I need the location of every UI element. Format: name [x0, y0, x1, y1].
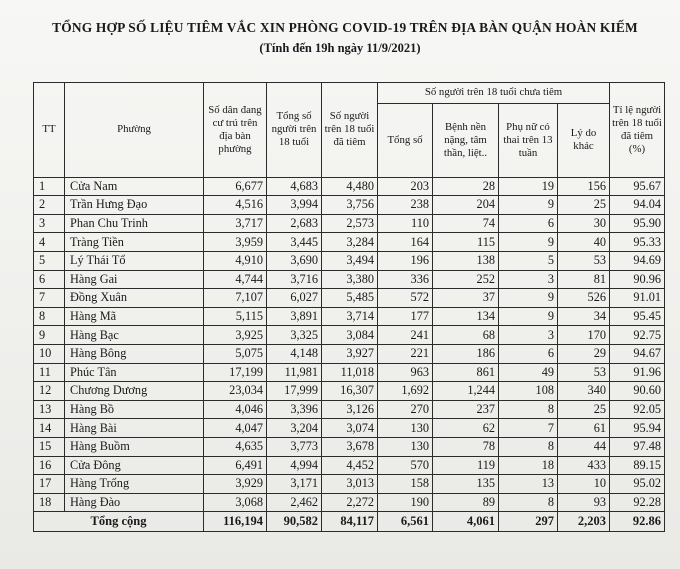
row-rate: 94.04 — [610, 196, 665, 215]
row-ward: Hàng Bông — [65, 344, 204, 363]
row-pregnant: 8 — [499, 437, 558, 456]
row-over18: 3,716 — [267, 270, 322, 289]
row-disease: 74 — [433, 214, 499, 233]
row-pregnant: 49 — [499, 363, 558, 382]
row-pregnant: 8 — [499, 400, 558, 419]
row-vaccinated: 3,927 — [322, 344, 378, 363]
row-ward: Cửa Nam — [65, 177, 204, 196]
row-vaccinated: 11,018 — [322, 363, 378, 382]
row-pregnant: 6 — [499, 344, 558, 363]
row-tt: 11 — [34, 363, 65, 382]
row-disease: 861 — [433, 363, 499, 382]
row-population: 4,910 — [204, 251, 267, 270]
row-population: 4,047 — [204, 419, 267, 438]
row-over18: 3,891 — [267, 307, 322, 326]
row-vaccinated: 4,480 — [322, 177, 378, 196]
row-other: 156 — [558, 177, 610, 196]
row-other: 53 — [558, 251, 610, 270]
row-pregnant: 9 — [499, 289, 558, 308]
table-row — [34, 251, 665, 270]
row-tt: 9 — [34, 326, 65, 345]
row-tt: 18 — [34, 493, 65, 512]
row-pregnant: 6 — [499, 214, 558, 233]
row-over18: 3,204 — [267, 419, 322, 438]
table-row — [34, 233, 665, 252]
row-ward: Lý Thái Tổ — [65, 251, 204, 270]
table-row — [34, 363, 665, 382]
row-disease: 252 — [433, 270, 499, 289]
row-disease: 68 — [433, 326, 499, 345]
total-label: Tổng cộng — [34, 512, 204, 532]
row-rate: 92.28 — [610, 493, 665, 512]
row-disease: 37 — [433, 289, 499, 308]
row-over18: 17,999 — [267, 382, 322, 401]
row-rate: 97.48 — [610, 437, 665, 456]
row-population: 7,107 — [204, 289, 267, 308]
total-vaccinated: 84,117 — [322, 512, 378, 532]
row-unvaccinated: 336 — [378, 270, 433, 289]
row-population: 3,068 — [204, 493, 267, 512]
row-tt: 15 — [34, 437, 65, 456]
row-unvaccinated: 221 — [378, 344, 433, 363]
row-disease: 28 — [433, 177, 499, 196]
row-unvaccinated: 158 — [378, 475, 433, 494]
row-pregnant: 18 — [499, 456, 558, 475]
row-population: 3,717 — [204, 214, 267, 233]
row-vaccinated: 3,126 — [322, 400, 378, 419]
row-pregnant: 7 — [499, 419, 558, 438]
row-other: 170 — [558, 326, 610, 345]
row-unvaccinated: 110 — [378, 214, 433, 233]
header-disease: Bệnh nền nặng, tâm thần, liệt.. — [433, 103, 499, 177]
row-other: 433 — [558, 456, 610, 475]
row-rate: 90.60 — [610, 382, 665, 401]
row-other: 526 — [558, 289, 610, 308]
row-ward: Hàng Gai — [65, 270, 204, 289]
header-unvaccinated-total: Tổng số — [378, 103, 433, 177]
row-disease: 119 — [433, 456, 499, 475]
row-over18: 3,690 — [267, 251, 322, 270]
row-population: 4,744 — [204, 270, 267, 289]
row-rate: 91.01 — [610, 289, 665, 308]
row-vaccinated: 3,714 — [322, 307, 378, 326]
row-population: 5,075 — [204, 344, 267, 363]
row-population: 3,929 — [204, 475, 267, 494]
row-unvaccinated: 1,692 — [378, 382, 433, 401]
row-unvaccinated: 241 — [378, 326, 433, 345]
table-row — [34, 214, 665, 233]
table-row — [34, 326, 665, 345]
row-rate: 94.69 — [610, 251, 665, 270]
row-rate: 95.02 — [610, 475, 665, 494]
row-population: 6,491 — [204, 456, 267, 475]
row-over18: 3,171 — [267, 475, 322, 494]
row-rate: 95.94 — [610, 419, 665, 438]
row-pregnant: 3 — [499, 326, 558, 345]
row-disease: 138 — [433, 251, 499, 270]
row-pregnant: 5 — [499, 251, 558, 270]
row-ward: Hàng Bồ — [65, 400, 204, 419]
row-vaccinated: 3,494 — [322, 251, 378, 270]
row-rate: 95.90 — [610, 214, 665, 233]
row-other: 29 — [558, 344, 610, 363]
total-row — [34, 512, 665, 532]
header-over18: Tổng số người trên 18 tuổi — [267, 83, 322, 178]
row-over18: 3,325 — [267, 326, 322, 345]
row-tt: 14 — [34, 419, 65, 438]
row-other: 34 — [558, 307, 610, 326]
vaccination-table — [33, 82, 665, 532]
row-over18: 6,027 — [267, 289, 322, 308]
table-row — [34, 437, 665, 456]
header-ward: Phường — [65, 83, 204, 178]
row-unvaccinated: 572 — [378, 289, 433, 308]
row-over18: 3,396 — [267, 400, 322, 419]
row-unvaccinated: 238 — [378, 196, 433, 215]
row-pregnant: 19 — [499, 177, 558, 196]
row-tt: 6 — [34, 270, 65, 289]
row-pregnant: 9 — [499, 196, 558, 215]
row-other: 61 — [558, 419, 610, 438]
row-disease: 1,244 — [433, 382, 499, 401]
row-vaccinated: 2,573 — [322, 214, 378, 233]
table-row — [34, 289, 665, 308]
row-other: 30 — [558, 214, 610, 233]
row-disease: 237 — [433, 400, 499, 419]
row-ward: Hàng Bài — [65, 419, 204, 438]
row-tt: 1 — [34, 177, 65, 196]
row-tt: 10 — [34, 344, 65, 363]
row-rate: 91.96 — [610, 363, 665, 382]
row-unvaccinated: 130 — [378, 437, 433, 456]
document-subtitle: (Tính đến 19h ngày 11/9/2021) — [259, 41, 421, 55]
row-over18: 2,683 — [267, 214, 322, 233]
row-tt: 5 — [34, 251, 65, 270]
row-vaccinated: 16,307 — [322, 382, 378, 401]
row-ward: Tràng Tiền — [65, 233, 204, 252]
total-population: 116,194 — [204, 512, 267, 532]
row-unvaccinated: 190 — [378, 493, 433, 512]
row-unvaccinated: 196 — [378, 251, 433, 270]
table-row — [34, 382, 665, 401]
row-tt: 12 — [34, 382, 65, 401]
row-tt: 16 — [34, 456, 65, 475]
row-disease: 115 — [433, 233, 499, 252]
total-disease: 4,061 — [433, 512, 499, 532]
row-over18: 4,148 — [267, 344, 322, 363]
row-unvaccinated: 270 — [378, 400, 433, 419]
table-row — [34, 307, 665, 326]
row-pregnant: 8 — [499, 493, 558, 512]
row-pregnant: 9 — [499, 307, 558, 326]
row-rate: 95.33 — [610, 233, 665, 252]
row-population: 4,516 — [204, 196, 267, 215]
row-rate: 90.96 — [610, 270, 665, 289]
header-pregnant: Phụ nữ có thai trên 13 tuần — [499, 103, 558, 177]
row-tt: 13 — [34, 400, 65, 419]
row-other: 53 — [558, 363, 610, 382]
total-unvaccinated: 6,561 — [378, 512, 433, 532]
row-tt: 8 — [34, 307, 65, 326]
row-population: 6,677 — [204, 177, 267, 196]
header-population: Số dân đang cư trú trên địa bàn phường — [204, 83, 267, 178]
header-other-reason: Lý do khác — [558, 103, 610, 177]
table-row — [34, 196, 665, 215]
row-other: 25 — [558, 400, 610, 419]
row-vaccinated: 3,380 — [322, 270, 378, 289]
header-vaccinated: Số người trên 18 tuổi đã tiêm — [322, 83, 378, 178]
row-unvaccinated: 963 — [378, 363, 433, 382]
row-unvaccinated: 177 — [378, 307, 433, 326]
row-rate: 89.15 — [610, 456, 665, 475]
row-vaccinated: 3,074 — [322, 419, 378, 438]
document-title: TỔNG HỢP SỐ LIỆU TIÊM VẮC XIN PHÒNG COVID-19 TRÊN ĐỊA BÀN QUẬN HOÀN KIẾM — [52, 20, 638, 35]
row-tt: 7 — [34, 289, 65, 308]
table-row — [34, 475, 665, 494]
table-row — [34, 177, 665, 196]
row-ward: Đồng Xuân — [65, 289, 204, 308]
row-unvaccinated: 570 — [378, 456, 433, 475]
table-row — [34, 456, 665, 475]
table-body — [34, 177, 665, 512]
row-other: 93 — [558, 493, 610, 512]
row-ward: Phúc Tân — [65, 363, 204, 382]
row-pregnant: 9 — [499, 233, 558, 252]
row-disease: 62 — [433, 419, 499, 438]
row-over18: 3,773 — [267, 437, 322, 456]
row-vaccinated: 4,452 — [322, 456, 378, 475]
row-other: 25 — [558, 196, 610, 215]
total-over18: 90,582 — [267, 512, 322, 532]
row-pregnant: 3 — [499, 270, 558, 289]
table-row — [34, 493, 665, 512]
row-pregnant: 108 — [499, 382, 558, 401]
table-row — [34, 344, 665, 363]
row-ward: Cửa Đông — [65, 456, 204, 475]
row-other: 10 — [558, 475, 610, 494]
row-rate: 95.67 — [610, 177, 665, 196]
row-other: 44 — [558, 437, 610, 456]
row-other: 81 — [558, 270, 610, 289]
row-population: 5,115 — [204, 307, 267, 326]
total-pregnant: 297 — [499, 512, 558, 532]
row-tt: 2 — [34, 196, 65, 215]
row-vaccinated: 2,272 — [322, 493, 378, 512]
total-other: 2,203 — [558, 512, 610, 532]
row-disease: 78 — [433, 437, 499, 456]
row-rate: 92.05 — [610, 400, 665, 419]
row-vaccinated: 3,084 — [322, 326, 378, 345]
row-ward: Hàng Đào — [65, 493, 204, 512]
row-population: 17,199 — [204, 363, 267, 382]
row-vaccinated: 3,013 — [322, 475, 378, 494]
row-rate: 94.67 — [610, 344, 665, 363]
row-vaccinated: 3,284 — [322, 233, 378, 252]
row-ward: Chương Dương — [65, 382, 204, 401]
row-other: 40 — [558, 233, 610, 252]
row-over18: 4,683 — [267, 177, 322, 196]
row-unvaccinated: 130 — [378, 419, 433, 438]
row-ward: Hàng Bạc — [65, 326, 204, 345]
row-tt: 4 — [34, 233, 65, 252]
row-population: 4,635 — [204, 437, 267, 456]
row-population: 3,925 — [204, 326, 267, 345]
table-row — [34, 400, 665, 419]
row-tt: 3 — [34, 214, 65, 233]
row-over18: 2,462 — [267, 493, 322, 512]
row-population: 3,959 — [204, 233, 267, 252]
header-tt: TT — [34, 83, 65, 178]
table-row — [34, 419, 665, 438]
row-other: 340 — [558, 382, 610, 401]
row-vaccinated: 3,756 — [322, 196, 378, 215]
row-disease: 186 — [433, 344, 499, 363]
table-row — [34, 270, 665, 289]
row-disease: 135 — [433, 475, 499, 494]
row-vaccinated: 5,485 — [322, 289, 378, 308]
row-pregnant: 13 — [499, 475, 558, 494]
row-disease: 134 — [433, 307, 499, 326]
header-rate: Tỉ lệ người trên 18 tuổi đã tiêm (%) — [610, 83, 665, 178]
header-unvaccinated-group: Số người trên 18 tuổi chưa tiêm — [378, 83, 610, 104]
row-over18: 11,981 — [267, 363, 322, 382]
row-population: 23,034 — [204, 382, 267, 401]
row-population: 4,046 — [204, 400, 267, 419]
row-ward: Phan Chu Trinh — [65, 214, 204, 233]
row-disease: 204 — [433, 196, 499, 215]
row-unvaccinated: 164 — [378, 233, 433, 252]
row-ward: Trần Hưng Đạo — [65, 196, 204, 215]
row-vaccinated: 3,678 — [322, 437, 378, 456]
row-over18: 4,994 — [267, 456, 322, 475]
row-ward: Hàng Buồm — [65, 437, 204, 456]
row-unvaccinated: 203 — [378, 177, 433, 196]
row-disease: 89 — [433, 493, 499, 512]
row-ward: Hàng Mã — [65, 307, 204, 326]
row-rate: 95.45 — [610, 307, 665, 326]
row-tt: 17 — [34, 475, 65, 494]
row-rate: 92.75 — [610, 326, 665, 345]
row-ward: Hàng Trống — [65, 475, 204, 494]
total-rate: 92.86 — [610, 512, 665, 532]
row-over18: 3,994 — [267, 196, 322, 215]
row-over18: 3,445 — [267, 233, 322, 252]
